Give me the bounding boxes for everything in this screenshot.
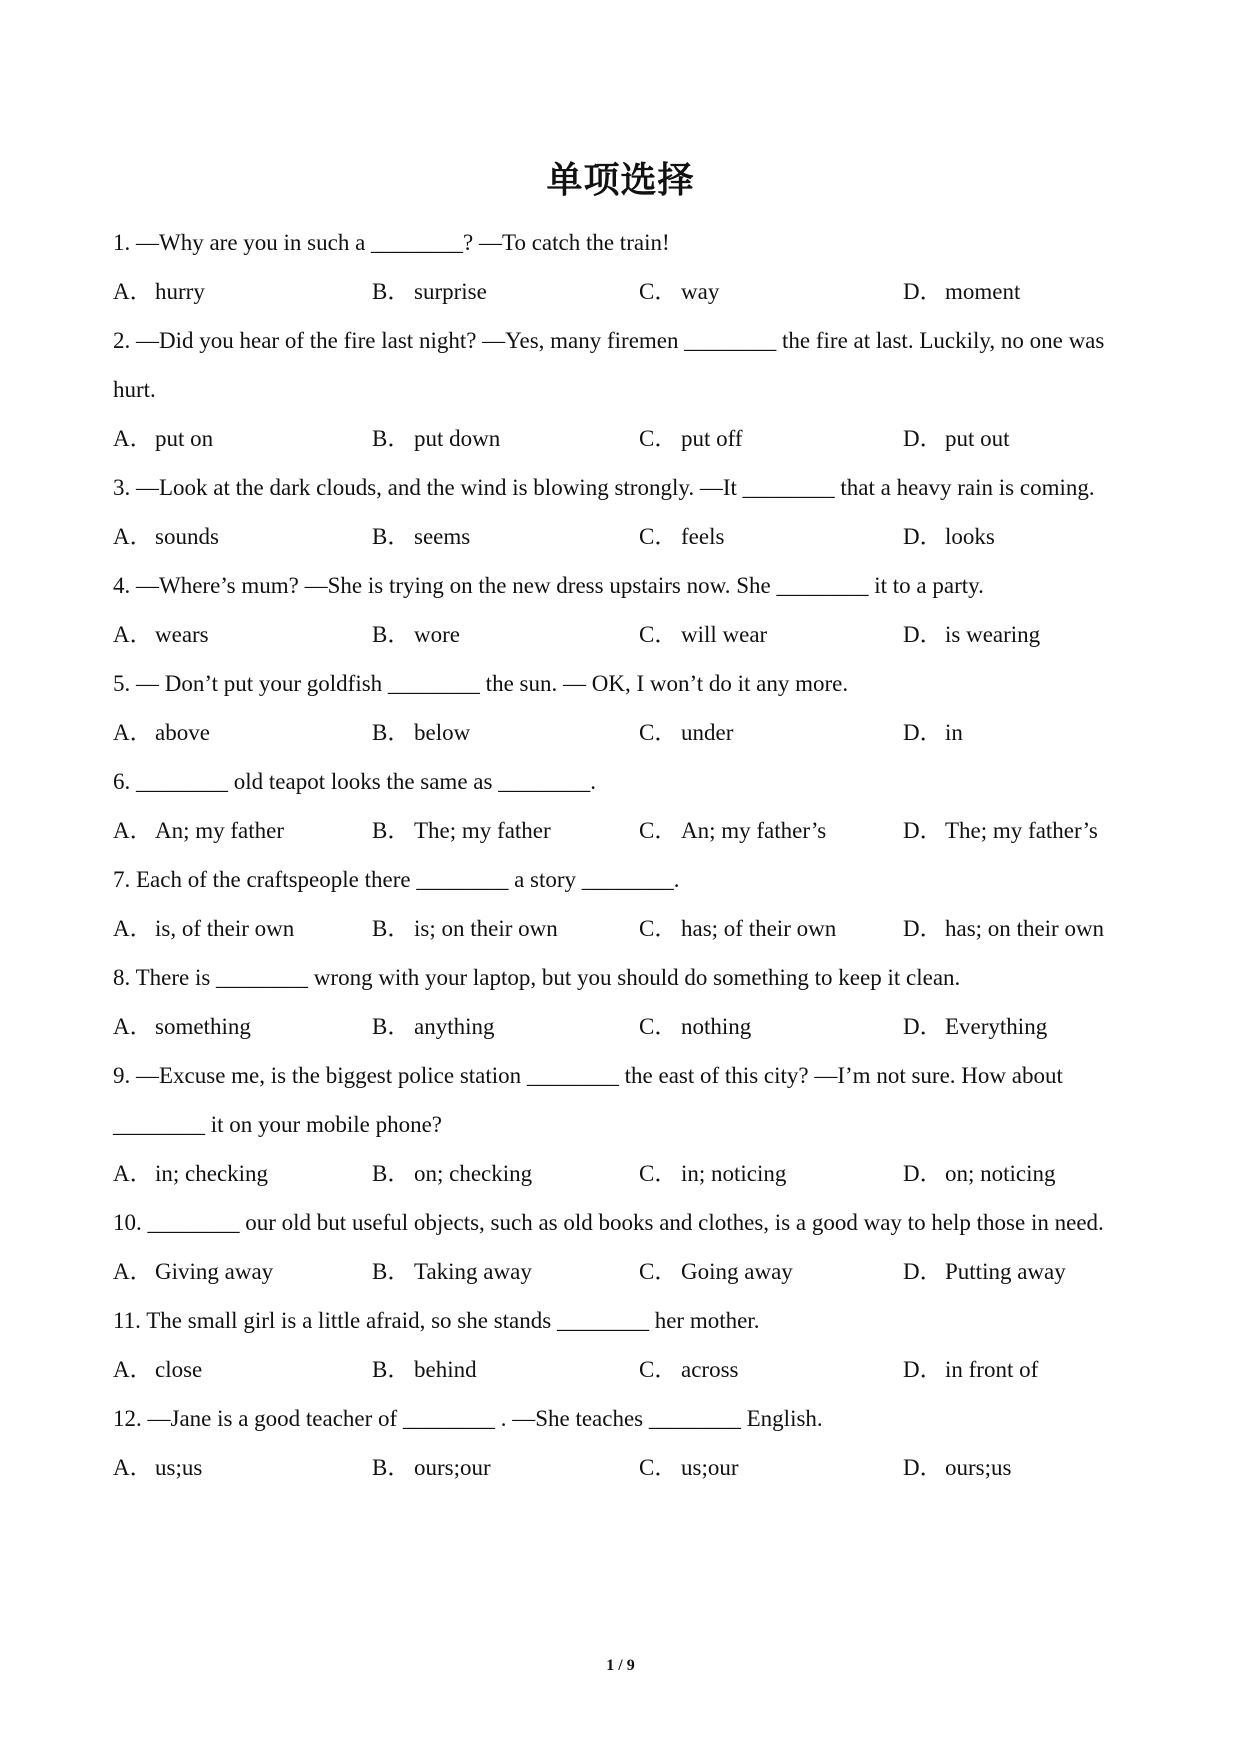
option-text: across: [681, 1357, 739, 1382]
question-stem: 8. There is ________ wrong with your laptop, but you should do something to keep it clean.: [113, 965, 961, 990]
option-text: anything: [414, 1014, 495, 1039]
option-letter: D．: [903, 1161, 943, 1186]
option-letter: D．: [903, 1357, 943, 1382]
option-letter: B．: [372, 279, 411, 304]
option-letter: B．: [372, 524, 411, 549]
option-text: The; my father: [414, 818, 551, 843]
answer-option[interactable]: [372, 414, 639, 463]
option-text: moment: [945, 279, 1021, 304]
option-letter: C．: [639, 1014, 678, 1039]
answer-option[interactable]: [113, 1002, 372, 1051]
option-letter: C．: [639, 426, 678, 451]
option-text: put on: [155, 426, 214, 451]
option-text: Taking away: [414, 1259, 532, 1284]
option-text: Going away: [681, 1259, 793, 1284]
option-text: is wearing: [945, 622, 1041, 647]
option-text: seems: [414, 524, 471, 549]
option-letter: C．: [639, 720, 678, 745]
question-stem: 4. —Where’s mum? —She is trying on the new dress upstairs now. She ________ it to a party.: [113, 573, 984, 598]
answer-option[interactable]: [639, 1002, 903, 1051]
option-text: in: [945, 720, 963, 745]
option-text: is; on their own: [414, 916, 558, 941]
answer-option[interactable]: [639, 512, 903, 561]
option-text: under: [681, 720, 734, 745]
answer-option[interactable]: [372, 1345, 639, 1394]
option-text: hurry: [155, 279, 205, 304]
option-text: Everything: [945, 1014, 1048, 1039]
answer-option[interactable]: [903, 904, 1123, 953]
question-item: [113, 561, 1123, 659]
answer-options: [113, 610, 1123, 659]
answer-option[interactable]: [639, 1443, 903, 1492]
question-stem: 10. ________ our old but useful objects, such as old books and clothes, is a good way to help those in need.: [113, 1210, 1104, 1235]
option-text: looks: [945, 524, 995, 549]
option-letter: C．: [639, 818, 678, 843]
answer-option[interactable]: [372, 512, 639, 561]
answer-option[interactable]: [372, 1002, 639, 1051]
option-letter: B．: [372, 622, 411, 647]
option-letter: D．: [903, 622, 943, 647]
answer-option[interactable]: [639, 610, 903, 659]
question-stem: 5. — Don’t put your goldfish ________ the sun. — OK, I won’t do it any more.: [113, 671, 849, 696]
answer-option[interactable]: [903, 708, 1123, 757]
option-letter: D．: [903, 818, 943, 843]
option-letter: A．: [113, 622, 153, 647]
option-letter: A．: [113, 720, 153, 745]
option-letter: A．: [113, 1455, 153, 1480]
answer-options: [113, 1247, 1123, 1296]
option-letter: A．: [113, 1259, 153, 1284]
option-letter: D．: [903, 524, 943, 549]
question-stem: 9. —Excuse me, is the biggest police station ________ the east of this city? —I’m not sure. How about ________ it on your mobile phone?: [113, 1063, 1063, 1137]
question-item: [113, 218, 1123, 316]
answer-option[interactable]: [639, 267, 903, 316]
option-letter: B．: [372, 426, 411, 451]
answer-option[interactable]: [639, 904, 903, 953]
option-text: wore: [414, 622, 460, 647]
question-stem: 11. The small girl is a little afraid, so she stands ________ her mother.: [113, 1308, 760, 1333]
option-letter: A．: [113, 1357, 153, 1382]
answer-option[interactable]: [639, 806, 903, 855]
option-letter: C．: [639, 1161, 678, 1186]
answer-options: [113, 806, 1123, 855]
question-stem: 1. —Why are you in such a ________? —To catch the train!: [113, 230, 670, 255]
answer-option[interactable]: [113, 1345, 372, 1394]
answer-option[interactable]: [372, 610, 639, 659]
answer-option[interactable]: [903, 414, 1123, 463]
answer-option[interactable]: [372, 708, 639, 757]
option-letter: C．: [639, 916, 678, 941]
answer-option[interactable]: [903, 1002, 1123, 1051]
option-text: is, of their own: [155, 916, 295, 941]
answer-option[interactable]: [113, 904, 372, 953]
question-stem: 7. Each of the craftspeople there ________ a story ________.: [113, 867, 680, 892]
option-text: us;us: [155, 1455, 203, 1480]
option-text: below: [414, 720, 471, 745]
option-letter: D．: [903, 916, 943, 941]
answer-options: [113, 512, 1123, 561]
answer-option[interactable]: [639, 1247, 903, 1296]
option-text: Putting away: [945, 1259, 1066, 1284]
answer-option[interactable]: [113, 610, 372, 659]
question-list: [113, 218, 1123, 1492]
page-title: 单项选择: [546, 160, 695, 201]
option-letter: D．: [903, 279, 943, 304]
question-item: [113, 1394, 1123, 1492]
option-text: on; checking: [414, 1161, 533, 1186]
option-letter: B．: [372, 1259, 411, 1284]
answer-option[interactable]: [113, 267, 372, 316]
answer-options: [113, 267, 1123, 316]
option-text: Giving away: [155, 1259, 274, 1284]
option-letter: B．: [372, 916, 411, 941]
question-item: [113, 855, 1123, 953]
option-letter: D．: [903, 426, 943, 451]
option-letter: B．: [372, 1161, 411, 1186]
option-letter: B．: [372, 720, 411, 745]
option-text: feels: [681, 524, 725, 549]
option-text: ours;us: [945, 1455, 1012, 1480]
answer-option[interactable]: [903, 610, 1123, 659]
option-letter: C．: [639, 279, 678, 304]
option-text: close: [155, 1357, 203, 1382]
answer-options: [113, 414, 1123, 463]
question-stem: 6. ________ old teapot looks the same as ________.: [113, 769, 596, 794]
question-stem: 12. —Jane is a good teacher of ________ . —She teaches ________ English.: [113, 1406, 823, 1431]
option-letter: D．: [903, 1014, 943, 1039]
answer-option[interactable]: [113, 806, 372, 855]
option-text: way: [681, 279, 720, 304]
option-letter: C．: [639, 1455, 678, 1480]
question-item: [113, 953, 1123, 1051]
answer-option[interactable]: [903, 806, 1123, 855]
option-text: on; noticing: [945, 1161, 1056, 1186]
option-text: in; checking: [155, 1161, 269, 1186]
option-text: above: [155, 720, 210, 745]
question-stem: 2. —Did you hear of the fire last night? —Yes, many firemen ________ the fire at last. Luckily, no one was hurt.: [113, 328, 1105, 402]
question-stem: 3. —Look at the dark clouds, and the wind is blowing strongly. —It ________ that a heavy rain is coming.: [113, 475, 1095, 500]
answer-option[interactable]: [113, 708, 372, 757]
answer-option[interactable]: [113, 512, 372, 561]
option-text: The; my father’s: [945, 818, 1098, 843]
answer-option[interactable]: [372, 267, 639, 316]
answer-option[interactable]: [113, 1149, 372, 1198]
option-text: in; noticing: [681, 1161, 787, 1186]
option-letter: D．: [903, 1259, 943, 1284]
option-letter: C．: [639, 1259, 678, 1284]
option-letter: B．: [372, 1357, 411, 1382]
question-item: [113, 1051, 1123, 1198]
option-text: wears: [155, 622, 209, 647]
option-text: ours;our: [414, 1455, 491, 1480]
option-text: will wear: [681, 622, 768, 647]
option-letter: A．: [113, 1014, 153, 1039]
option-text: put off: [681, 426, 743, 451]
answer-option[interactable]: [903, 1247, 1123, 1296]
option-text: surprise: [414, 279, 487, 304]
option-text: put out: [945, 426, 1010, 451]
option-letter: A．: [113, 279, 153, 304]
option-text: sounds: [155, 524, 219, 549]
option-text: behind: [414, 1357, 477, 1382]
option-letter: C．: [639, 622, 678, 647]
option-letter: C．: [639, 1357, 678, 1382]
answer-options: [113, 1002, 1123, 1051]
answer-options: [113, 1345, 1123, 1394]
option-letter: D．: [903, 720, 943, 745]
answer-option[interactable]: [372, 904, 639, 953]
question-item: [113, 757, 1123, 855]
answer-option[interactable]: [639, 708, 903, 757]
answer-option[interactable]: [113, 1443, 372, 1492]
question-item: [113, 659, 1123, 757]
answer-options: [113, 1443, 1123, 1492]
answer-option[interactable]: [372, 1443, 639, 1492]
answer-option[interactable]: [903, 1345, 1123, 1394]
answer-options: [113, 1149, 1123, 1198]
option-text: An; my father’s: [681, 818, 827, 843]
answer-option[interactable]: [903, 1149, 1123, 1198]
question-item: [113, 316, 1123, 463]
option-letter: A．: [113, 1161, 153, 1186]
option-text: has; of their own: [681, 916, 837, 941]
option-letter: A．: [113, 818, 153, 843]
page-number: 1 / 9: [606, 1657, 635, 1674]
question-item: [113, 1296, 1123, 1394]
option-text: An; my father: [155, 818, 285, 843]
answer-option[interactable]: [372, 1149, 639, 1198]
option-text: in front of: [945, 1357, 1039, 1382]
answer-option[interactable]: [903, 512, 1123, 561]
answer-options: [113, 904, 1123, 953]
option-letter: A．: [113, 916, 153, 941]
answer-option[interactable]: [639, 1345, 903, 1394]
answer-option[interactable]: [639, 414, 903, 463]
answer-option[interactable]: [113, 414, 372, 463]
answer-option[interactable]: [113, 1247, 372, 1296]
option-letter: B．: [372, 1455, 411, 1480]
option-text: us;our: [681, 1455, 739, 1480]
option-letter: C．: [639, 524, 678, 549]
option-letter: B．: [372, 1014, 411, 1039]
option-text: nothing: [681, 1014, 752, 1039]
answer-option[interactable]: [903, 267, 1123, 316]
option-text: something: [155, 1014, 251, 1039]
answer-options: [113, 708, 1123, 757]
option-letter: B．: [372, 818, 411, 843]
option-letter: D．: [903, 1455, 943, 1480]
answer-option[interactable]: [903, 1443, 1123, 1492]
answer-option[interactable]: [372, 1247, 639, 1296]
option-letter: A．: [113, 426, 153, 451]
option-text: has; on their own: [945, 916, 1105, 941]
question-item: [113, 1198, 1123, 1296]
answer-option[interactable]: [639, 1149, 903, 1198]
option-letter: A．: [113, 524, 153, 549]
answer-option[interactable]: [372, 806, 639, 855]
option-text: put down: [414, 426, 501, 451]
question-item: [113, 463, 1123, 561]
